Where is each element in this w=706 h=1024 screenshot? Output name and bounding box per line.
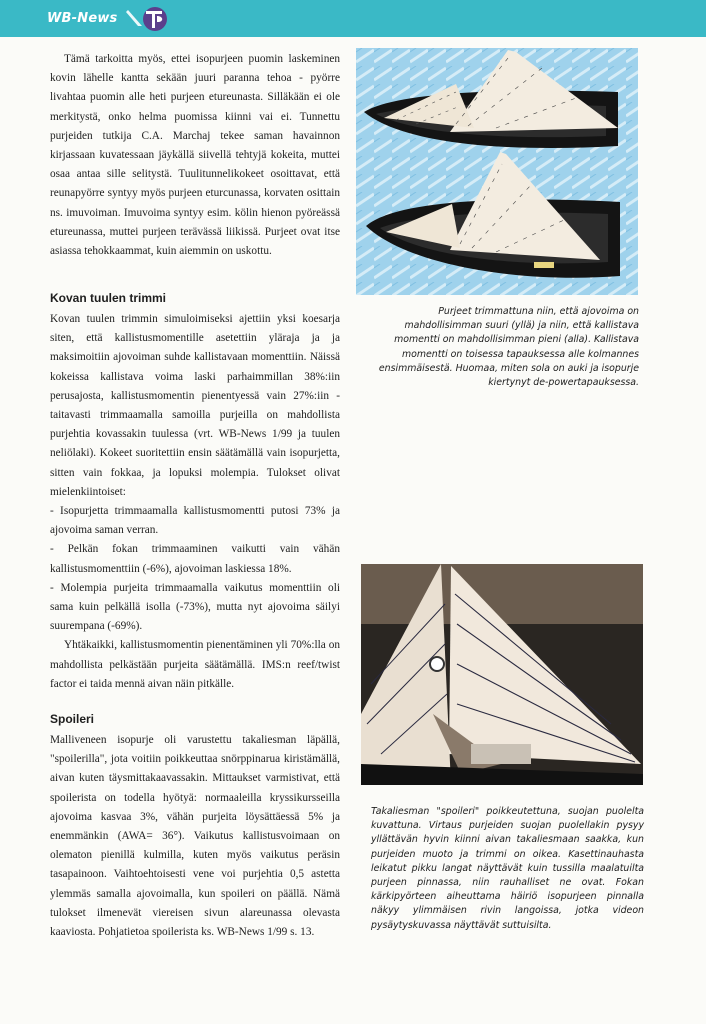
result-item: - Isopurjetta trimmaamalla kallistusmomentti putosi 73% ja ajovoima saman verran.: [50, 505, 340, 537]
kovan-paragraph: Kovan tuulen trimmin simuloimiseksi ajettiin yksi koesarja siten, että kallistusmomentille asetettiin yläraja ja ja maksimoitiin ajovoiman suhde kallistavaan momenttiin. Näissä kokeissa kallistava voima laski parhaimmillan 38%:iin perusajosta, kallistusmomentin pienentyessä vain 27%:iin - taitavasti trimmaamalla samoilla purjeilla on mahdollista purjehtia kovassakin tuulessa (vrt. WB-News 1/99 ja tuulen neliölaki). Kokeet suoritettiin ensin säätämällä vain isopurjetta, sitten vain fokkaa, ja lopuksi molempia. Tulokset olivat mielenkiintoiset:: [50, 313, 340, 498]
kovan-closing-paragraph: [50, 636, 340, 694]
figure-bottom-caption: Takaliesman "spoileri" poikkeutettuna, suojan puolelta kuvattuna. Virtaus purjeiden suojan puolellakin pysyy yllättävän hyvin kiinni aivan takaliesmaan saakka, kun purjeiden muoto ja trimmi on oikea. Kasettinauhasta leikatut pikku langat näyttävät kuin tussilla maalatuilta purjeen pinnassa, niin rauhalliset ne ovat. Fokan kärkipyörteen aiheuttama häiriö isopurjeen pinnalla näkyy ylimmäisen rivin langoissa, jotka videon pysäytyskuvassa näyttävät suttuisilta.: [371, 806, 644, 931]
intro-paragraph: [50, 50, 340, 261]
spoiler-photo: [361, 564, 643, 785]
intro-paragraph-text: Tämä tarkoitta myös, ettei isopurjeen puomin laskeminen kovin lähelle kantta sekään juuri paranna tehoa - pyörre livahtaa puomin alle heti purjeen etureunasta. Silläkään ei ole merkitystä, onko helma puomissa kiinni vai ei. Tunnettu purjeiden tutkija C.A. Marchaj tekee saman havainnon kirjassaan kuvatessaan jäykällä siivellä tehtyjä kokeita, muttei osaa antaa sille selitystä. Tuulitunnelikokeet osoittavat, että reunapyörre syntyy myös purjeen eturcunassa, korvaten osittain ns. imuvoiman. Imuvoima syntyy esim. kölin hienon pyöreässä etureunassa, muttei purjeen terävässä liikissä. Purjeet ovat itse asiassa tehokkaammat, kuin aiemmin on uskottu.: [50, 53, 340, 258]
wb-logo-icon: [126, 4, 172, 34]
section-heading-kovan: Kovan tuulen trimmi: [50, 291, 167, 305]
kovan-closing-text: Yhtäkaikki, kallistusmomentin pienentäminen yli 70%:lla on mahdollista pelkästään purjeita säätämällä. IMS:n reef/twist factor ei taida mennä aivan näin pitkälle.: [50, 639, 340, 690]
sailboat-models-photo: [356, 48, 638, 295]
section-body-kovan: [50, 310, 340, 694]
result-item: - Molempia purjeita trimmaamalla vaikutus momenttiin oli sama kuin pelkällä isolla (-73%), mutta nyt ajovoima säilyi suurempana (-69%).: [50, 581, 340, 633]
result-item: - Pelkän fokan trimmaaminen vaikutti vain vähän kallistusmomenttiin (-6%), ajovoiman laskiessa 18%.: [50, 543, 340, 575]
spoileri-paragraph: Malliveneen isopurje oli varustettu takaliesman läpällä, "spoilerilla", jota voitiin poikkeuttaa snörppinarua kiristämällä, aivan kuten täysmittakaavassakin. Mittaukset varmistivat, että spoilerista on todella hyötyä: normaaleilla kryssikursseilla ajovoima kasvaa 3%, vähän purjeita löysättäessä 5% ja enemmänkin (AWA= 36°). Vaikutus kallistusvoimaan on olematon pienillä kulmilla, kuten myös vaikutus peräsin tasapainoon. Vaihtoehtoisesti vene voi purjehtia 0,5 astetta ylemmäs samalla ajovoimalla, kun spoileri on päällä. Nämä tulokset ilmenevät viereisen sivun alareunassa olevasta kaaviosta. Pohjatietoa spoilerista ks. WB-News 1/99 s. 13.: [50, 734, 340, 939]
figure-top-caption: Purjeet trimmattuna niin, että ajovoima on mahdollisimman suuri (yllä) ja niin, että kallistava momentti on mahdollisimman pieni (alla). Kallistava momentti on toisessa tapauksessa alle kolmannes ensimmäisestä. Huomaa, miten sola on auki ja isopurje kiertynyt de-powertapauksessa.: [378, 306, 639, 389]
magazine-logo-text: WB-News: [47, 11, 118, 26]
section-heading-spoileri: Spoileri: [50, 712, 95, 726]
